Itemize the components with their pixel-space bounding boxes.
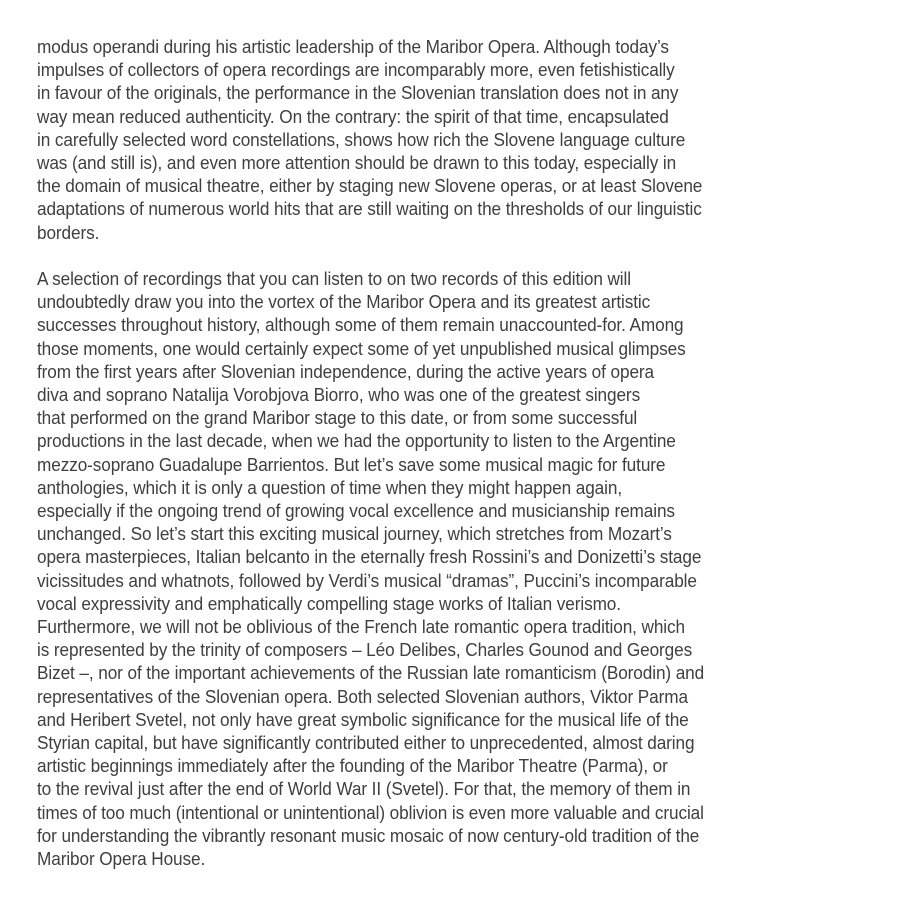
text-line: opera masterpieces, Italian belcanto in the eternally fresh Rossini’s and Donizetti’s stage: [37, 547, 702, 568]
text-line: vicissitudes and whatnots, followed by Verdi’s musical “dramas”, Puccini’s incomparable: [37, 570, 697, 591]
paragraph: [37, 268, 833, 871]
document-page: [37, 36, 833, 871]
text-line: mezzo-soprano Guadalupe Barrientos. But let’s save some musical magic for future: [37, 454, 666, 475]
text-line: adaptations of numerous world hits that are still waiting on the thresholds of our linguistic: [37, 199, 702, 220]
text-line: successes throughout history, although some of them remain unaccounted-for. Among: [37, 315, 684, 336]
text-line: borders.: [37, 222, 100, 243]
text-line: in favour of the originals, the performance in the Slovenian translation does not in any: [37, 83, 679, 104]
text-line: Styrian capital, but have significantly contributed either to unprecedented, almost daring: [37, 733, 695, 754]
text-line: for understanding the vibrantly resonant music mosaic of now century-old tradition of the: [37, 825, 700, 846]
text-line: undoubtedly draw you into the vortex of the Maribor Opera and its greatest artistic: [37, 292, 651, 313]
text-line: anthologies, which it is only a question of time when they might happen again,: [37, 477, 623, 498]
text-line: from the first years after Slovenian independence, during the active years of opera: [37, 361, 655, 382]
text-body: [37, 36, 833, 871]
text-line: productions in the last decade, when we had the opportunity to listen to the Argentine: [37, 431, 676, 452]
text-line: artistic beginnings immediately after the founding of the Maribor Theatre (Parma), or: [37, 756, 668, 777]
text-line: in carefully selected word constellations, shows how rich the Slovene language culture: [37, 129, 686, 150]
text-line: that performed on the grand Maribor stage to this date, or from some successful: [37, 408, 638, 429]
text-line: to the revival just after the end of World War II (Svetel). For that, the memory of them in: [37, 779, 691, 800]
text-line: representatives of the Slovenian opera. Both selected Slovenian authors, Viktor Parma: [37, 686, 688, 707]
text-line: vocal expressivity and emphatically compelling stage works of Italian verismo.: [37, 593, 621, 614]
text-line: way mean reduced authenticity. On the contrary: the spirit of that time, encapsulated: [37, 106, 669, 127]
text-line: diva and soprano Natalija Vorobjova Biorro, who was one of the greatest singers: [37, 385, 641, 406]
text-line: those moments, one would certainly expect some of yet unpublished musical glimpses: [37, 338, 686, 359]
text-line: Furthermore, we will not be oblivious of the French late romantic opera tradition, which: [37, 617, 685, 638]
text-line: especially if the ongoing trend of growing vocal excellence and musicianship remains: [37, 501, 675, 522]
text-line: Maribor Opera House.: [37, 849, 206, 870]
text-line: Bizet –, nor of the important achievements of the Russian late romanticism (Borodin) and: [37, 663, 705, 684]
text-line: impulses of collectors of opera recordings are incomparably more, even fetishistically: [37, 60, 675, 81]
text-line: and Heribert Svetel, not only have great symbolic significance for the musical life of the: [37, 709, 689, 730]
text-line: the domain of musical theatre, either by staging new Slovene operas, or at least Slovene: [37, 176, 703, 197]
text-line: is represented by the trinity of composers – Léo Delibes, Charles Gounod and Georges: [37, 640, 693, 661]
text-line: A selection of recordings that you can listen to on two records of this edition will: [37, 269, 631, 290]
text-line: times of too much (intentional or unintentional) oblivion is even more valuable and crucial: [37, 802, 704, 823]
text-line: unchanged. So let’s start this exciting musical journey, which stretches from Mozart’s: [37, 524, 672, 545]
text-line: modus operandi during his artistic leadership of the Maribor Opera. Although today’s: [37, 37, 669, 57]
paragraph: [37, 36, 833, 245]
text-line: was (and still is), and even more attention should be drawn to this today, especially in: [37, 153, 677, 174]
